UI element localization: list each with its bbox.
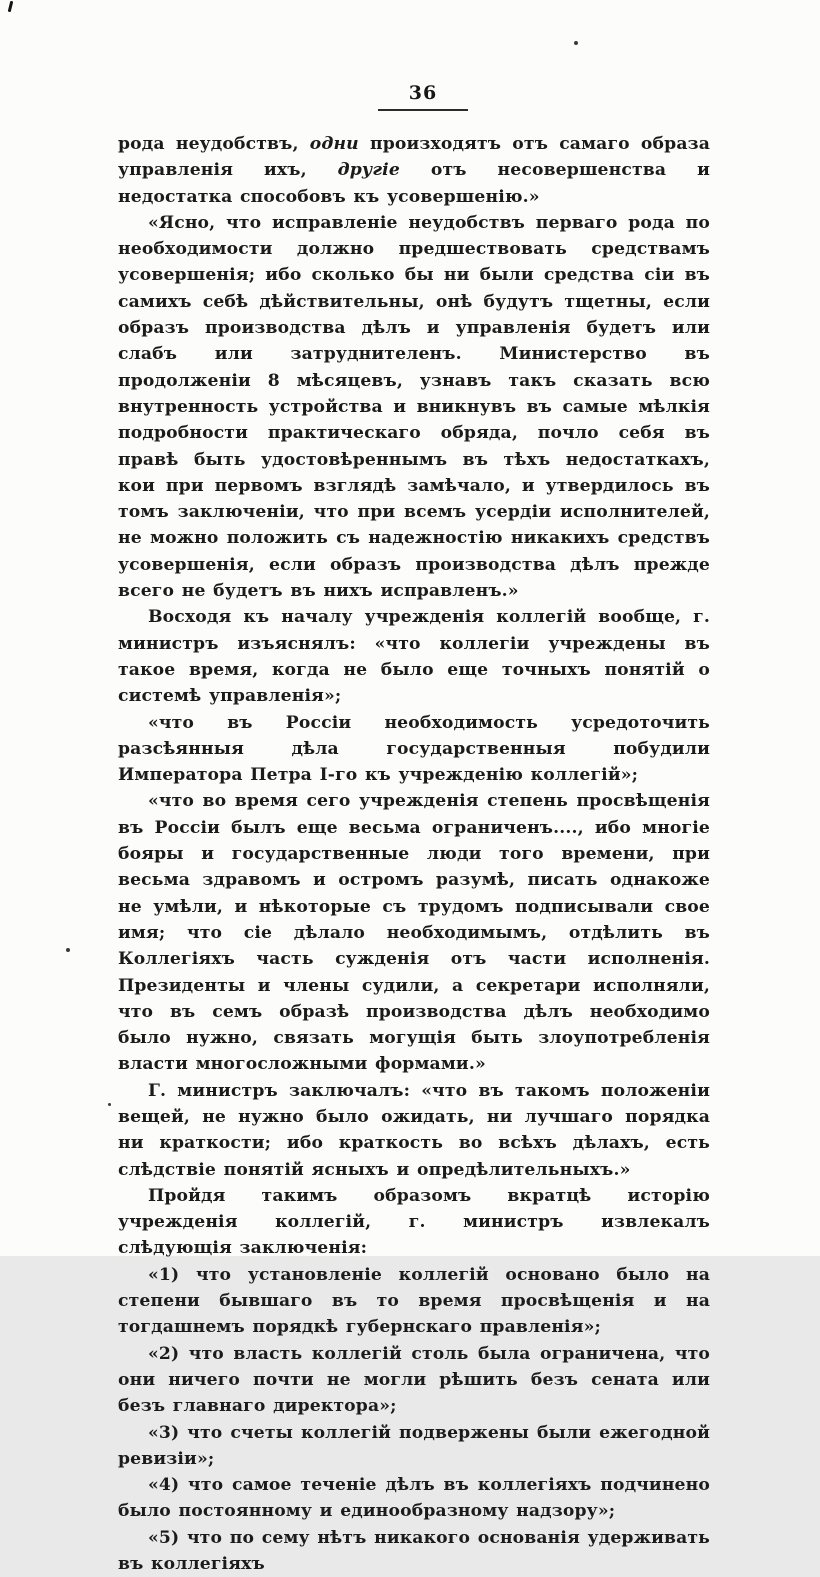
- text-run: Восходя къ началу учрежденія коллегій вообще, г. министръ изъяснялъ: «что коллегіи учреждены въ такое время, когда не было еще точныхъ понятій о системѣ управленія»;: [118, 607, 710, 707]
- text-run: «5) что по сему нѣтъ никакого основанія удерживать въ коллегіяхъ: [118, 1527, 710, 1575]
- paragraph: [118, 604, 710, 709]
- ink-dot-artifact-icon: [108, 1103, 111, 1106]
- text-column: [118, 131, 710, 1577]
- paragraph: [118, 710, 710, 789]
- pen-stroke-artifact-icon: [8, 1, 14, 12]
- page-number: 36: [408, 82, 438, 104]
- text-run: «1) что установленіе коллегій основано было на степени бывшаго въ то время просвѣщенія и на тогдашнемъ порядкѣ губернскаго правленія»;: [118, 1264, 710, 1338]
- text-run: «3) что счеты коллегій подвержены были ежегодной ревизіи»;: [118, 1422, 710, 1469]
- text-run: «2) что власть коллегій столь была ограничена, что они ничего почти не могли рѣшить безъ сената или безъ главнаго директора»;: [118, 1343, 710, 1417]
- text-run: «Ясно, что исправленіе неудобствъ перваго рода по необходимости должно предшествовать средствамъ усовершенія; ибо сколько бы ни были средства сіи въ самихъ себѣ дѣйствительны, онѣ будутъ тщетны, если образъ производства дѣлъ и управленія будетъ или слабъ или затруднителенъ. Министерство въ продолженіи 8 мѣсяцевъ, узнавъ такъ сказать всю внутренность устройства и вникнувъ въ самые мѣлкія подробности практическаго обряда, почло себя въ правѣ быть удостовѣреннымъ въ тѣхъ недостаткахъ, кои при первомъ взглядѣ замѣчало, и утвердилось въ томъ заключеніи, что при всемъ усердіи исполнителей, не можно положить съ надежностію никакихъ средствъ усовершенія, если образъ производства дѣлъ прежде всего не будетъ въ нихъ исправленъ.»: [118, 212, 710, 602]
- text-run: «что въ Россіи необходимость усредоточить разсѣянныя дѣла государственныя побудили Императора Петра I-го къ учрежденію коллегій»;: [118, 712, 710, 786]
- text-run: «4) что самое теченіе дѣлъ въ коллегіяхъ подчинено было постоянному и единообразному надзору»;: [118, 1475, 710, 1522]
- text-run: Пройдя такимъ образомъ вкратцѣ исторію учрежденія коллегій, г. министръ извлекалъ слѣдующія заключенія:: [118, 1185, 710, 1259]
- paragraph: [118, 1472, 710, 1525]
- text-run: произходятъ отъ самаго образа управленія ихъ,: [118, 134, 711, 181]
- paragraph: [118, 1262, 710, 1341]
- ink-dot-artifact-icon: [574, 41, 578, 45]
- paragraph: [118, 1183, 710, 1262]
- paragraph: [118, 1341, 710, 1420]
- paragraph: [118, 131, 710, 210]
- text-run: Г. министръ заключалъ: «что въ такомъ положеніи вещей, не нужно было ожидать, ни лучшаго порядка ни краткости; ибо краткость во всѣхъ дѣлахъ, есть слѣдствіе понятій ясныхъ и опредѣлительныхъ.»: [118, 1080, 710, 1180]
- text-run: отъ несовершенства и недостатка способовъ къ усовершенію.»: [118, 160, 710, 207]
- paragraph: [118, 1525, 710, 1577]
- paragraph: [118, 788, 710, 1077]
- paragraph: [118, 1420, 710, 1473]
- italic-run: одни: [309, 134, 359, 154]
- italic-run: другіе: [337, 160, 400, 181]
- text-run: рода неудобствъ,: [118, 134, 310, 154]
- paragraph: [118, 210, 710, 604]
- text-run: «что во время сего учрежденія степень просвѣщенія въ Россіи былъ еще весьма ограниченъ...., ибо многіе бояры и государственные люди того времени, при весьма здравомъ и остромъ разумѣ, писать однакоже не умѣли, и нѣкоторые съ трудомъ подписывали свое имя; что сіе дѣлало необходимымъ, отдѣлить въ Коллегіяхъ часть сужденія отъ части исполненія. Президенты и члены судили, а секретари исполняли, что въ семъ образѣ производства дѣлъ необходимо было нужно, связать могущія быть злоупотребленія власти многосложными формами.»: [118, 791, 710, 1075]
- ink-dot-artifact-icon: [66, 948, 70, 952]
- paragraph: [118, 1078, 710, 1183]
- page-header: [378, 82, 468, 111]
